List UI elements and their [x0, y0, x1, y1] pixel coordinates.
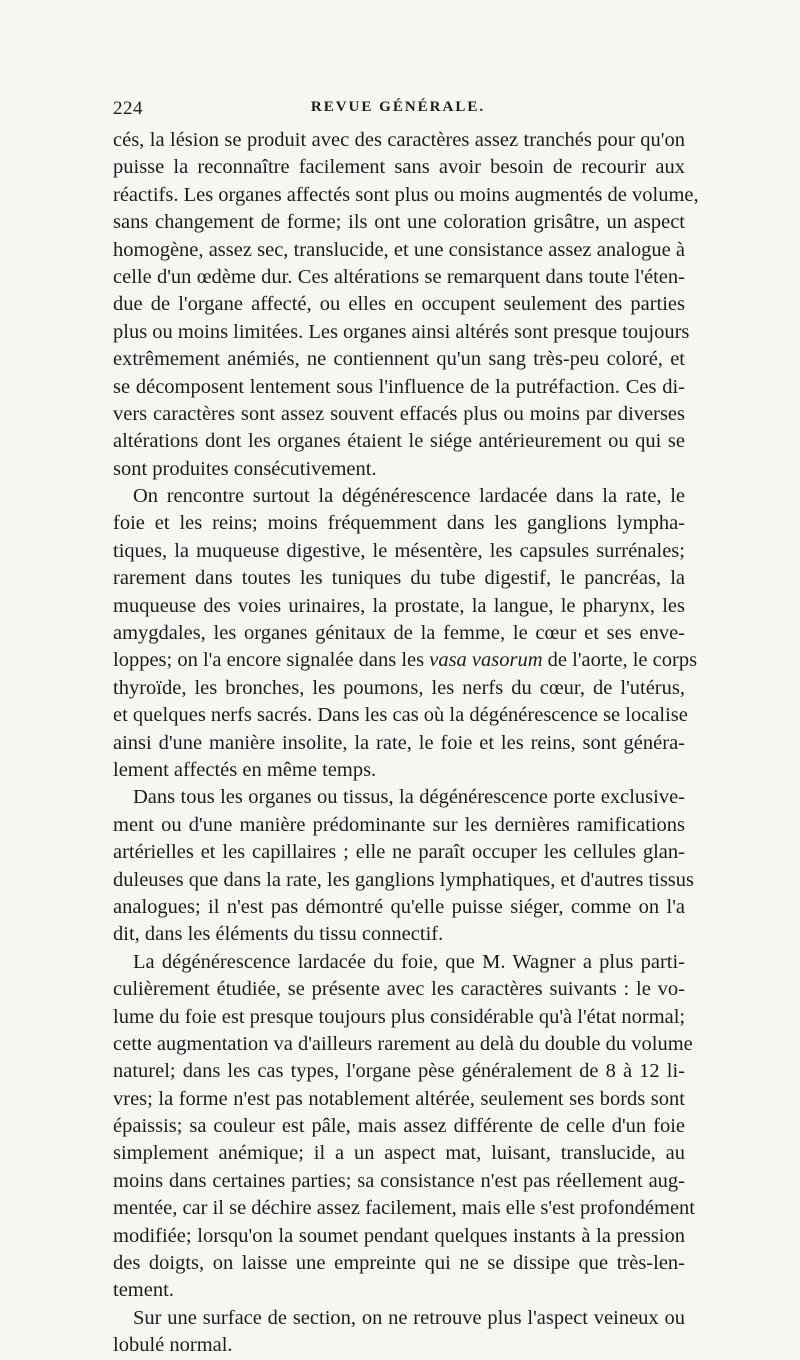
text-line: due de l'organe affecté, ou elles en occupent seulement des parties: [113, 293, 685, 316]
text-line: sans changement de forme; ils ont une coloration grisâtre, un aspect: [113, 211, 685, 234]
text-line: celle d'un œdème dur. Ces altérations se remarquent dans toute l'éten-: [113, 265, 685, 288]
text-line: se décomposent lentement sous l'influence de la putréfaction. Ces di-: [113, 375, 685, 398]
text-line: plus ou moins limitées. Les organes ainsi altérés sont presque toujours: [113, 320, 690, 343]
text-line: mentée, car il se déchire assez facilement, mais elle s'est profondément: [113, 1197, 695, 1220]
text-line: ment ou d'une manière prédominante sur les dernières ramifications: [113, 813, 685, 836]
text-segment: de l'aorte, le corps: [542, 649, 698, 672]
text-line: épaissis; sa couleur est pâle, mais assez différente de celle d'un foie: [113, 1115, 685, 1138]
text-line: On rencontre surtout la dégénérescence lardacée dans la rate, le: [133, 485, 685, 508]
text-line: muqueuse des voies urinaires, la prostate, la langue, le pharynx, les: [113, 594, 685, 617]
text-line: vres; la forme n'est pas notablement altérée, seulement ses bords sont: [113, 1087, 685, 1110]
header-title: REVUE GÉNÉRALE.: [310, 99, 486, 115]
text-line: homogène, assez sec, translucide, et une consistance assez analogue à: [113, 238, 685, 261]
text-line: moins dans certaines parties; sa consistance n'est pas réellement aug-: [113, 1169, 685, 1192]
text-line: La dégénérescence lardacée du foie, que M. Wagner a plus parti-: [133, 950, 685, 973]
text-line: extrêmement anémiés, ne contiennent qu'un sang très-peu coloré, et: [113, 348, 685, 371]
text-line: tiques, la muqueuse digestive, le mésentère, les capsules surrénales;: [113, 539, 685, 562]
text-line: ainsi d'une manière insolite, la rate, le foie et les reins, sont généra-: [113, 731, 685, 754]
text-line: rarement dans toutes les tuniques du tube digestif, le pancréas, la: [113, 567, 685, 590]
text-line: lume du foie est presque toujours plus considérable qu'à l'état normal;: [113, 1005, 686, 1028]
text-line: cette augmentation va d'ailleurs rarement au delà du double du volume: [113, 1032, 693, 1055]
text-line: culièrement étudiée, se présente avec les caractères suivants : le vo-: [113, 978, 685, 1001]
text-line: vers caractères sont assez souvent effacés plus ou moins par diverses: [113, 402, 685, 425]
text-line: Sur une surface de section, on ne retrouve plus l'aspect veineux ou: [133, 1306, 685, 1329]
text-line: lobulé normal.: [113, 1334, 233, 1357]
text-line: simplement anémique; il a un aspect mat, luisant, translucide, au: [113, 1142, 685, 1165]
text-line: Dans tous les organes ou tissus, la dégénérescence porte exclusive-: [133, 786, 685, 809]
text-line: lement affectés en même temps.: [113, 758, 377, 781]
text-line: modifiée; lorsqu'on la soumet pendant quelques instants à la pression: [113, 1224, 685, 1247]
text-line: naturel; dans les cas types, l'organe pèse généralement de 8 à 12 li-: [113, 1060, 685, 1083]
text-line: analogues; il n'est pas démontré qu'elle puisse siéger, comme on l'a: [113, 895, 685, 918]
body-text: [113, 127, 699, 1360]
text-line: altérations dont les organes étaient le siége antérieurement ou qui se: [113, 430, 685, 453]
text-line: duleuses que dans la rate, les ganglions lymphatiques, et d'autres tissus: [113, 868, 694, 891]
text-line: [113, 647, 698, 674]
text-line: artérielles et les capillaires ; elle ne paraît occuper les cellules glan-: [113, 841, 685, 864]
text-line: des doigts, on laisse une empreinte qui ne se dissipe que très-len-: [113, 1252, 685, 1275]
text-line: tement.: [113, 1279, 174, 1302]
italic-term: vasa vasorum: [429, 649, 543, 672]
text-line: et quelques nerfs sacrés. Dans les cas où la dégénérescence se localise: [113, 704, 688, 727]
text-line: cés, la lésion se produit avec des caractères assez tranchés pour qu'on: [113, 129, 685, 151]
text-line: sont produites consécutivement.: [113, 457, 377, 480]
text-line: foie et les reins; moins fréquemment dans les ganglions lympha-: [113, 512, 685, 535]
text-line: thyroïde, les bronches, les poumons, les nerfs du cœur, de l'utérus,: [113, 676, 685, 699]
text-segment: loppes; on l'a encore signalée dans les: [113, 649, 430, 672]
page-number: 224: [113, 98, 143, 119]
text-line: amygdales, les organes génitaux de la femme, le cœur et ses enve-: [113, 622, 685, 645]
text-line: réactifs. Les organes affectés sont plus ou moins augmentés de volume,: [113, 183, 699, 206]
running-head: [113, 98, 683, 122]
text-line: puisse la reconnaître facilement sans avoir besoin de recourir aux: [113, 156, 685, 179]
text-line: dit, dans les éléments du tissu connectif.: [113, 923, 444, 946]
